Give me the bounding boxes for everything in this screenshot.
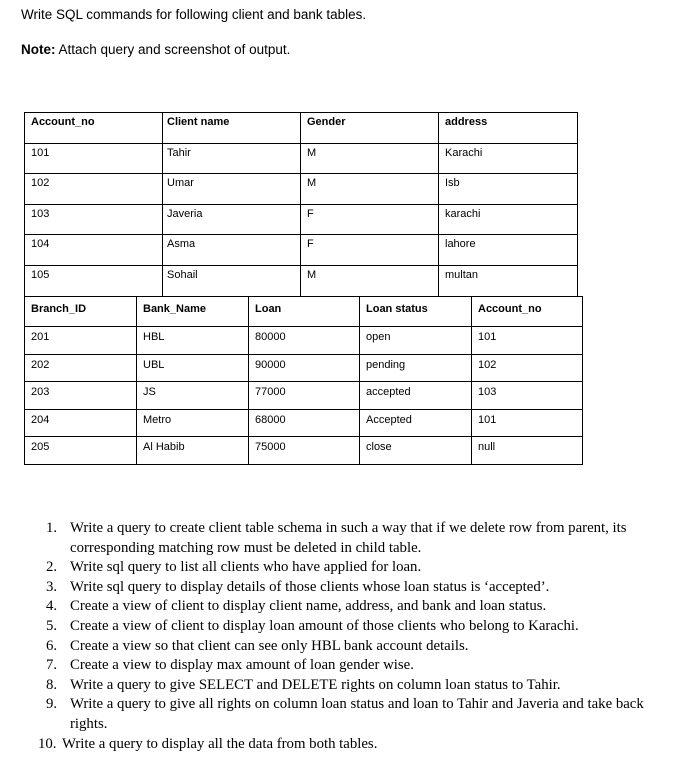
table-cell: Umar [163, 174, 301, 205]
item-number: 4. [46, 598, 58, 615]
client-header-cell: address [439, 113, 578, 144]
item-text: Create a view so that client can see only HBL bank account details. [70, 637, 469, 654]
table-row [25, 409, 583, 437]
table-row [25, 437, 583, 465]
table-cell: M [301, 174, 439, 205]
bank-header-cell: Bank_Name [137, 297, 249, 327]
table-cell: 102 [25, 174, 163, 205]
client-header-cell: Client name [163, 113, 301, 144]
bank-header-cell: Loan [249, 297, 360, 327]
table-cell: Accepted [360, 409, 472, 437]
table-cell: Metro [137, 409, 249, 437]
table-cell: close [360, 437, 472, 465]
table-row [25, 235, 578, 266]
table-row [25, 143, 578, 174]
table-cell: pending [360, 354, 472, 382]
table-row [25, 382, 583, 410]
table-cell: 103 [25, 204, 163, 235]
item-number: 8. [46, 676, 58, 693]
item-text: Write sql query to display details of those clients whose loan status is ‘accepted’. [70, 578, 550, 595]
list-item [46, 695, 646, 734]
bank-table [24, 296, 583, 465]
list-item [46, 578, 646, 598]
list-item [46, 597, 646, 617]
table-cell: 105 [25, 265, 163, 296]
note-body: Attach query and screenshot of output. [55, 42, 291, 57]
table-cell: 202 [25, 354, 137, 382]
table-cell: 68000 [249, 409, 360, 437]
item-number: 7. [46, 657, 58, 674]
client-header-cell: Gender [301, 113, 439, 144]
table-cell: karachi [439, 204, 578, 235]
note-text [21, 42, 290, 57]
table-cell: 80000 [249, 327, 360, 355]
intro-text: Write SQL commands for following client and bank tables. [21, 7, 367, 22]
item-number: 10. [38, 735, 57, 752]
list-item [38, 735, 646, 755]
note-label: Note: [21, 42, 56, 57]
table-row [25, 174, 578, 205]
client-table-header [25, 113, 578, 144]
table-cell: 75000 [249, 437, 360, 465]
table-cell: Javeria [163, 204, 301, 235]
table-cell: Sohail [163, 265, 301, 296]
item-text: Write a query to give all rights on column loan status and loan to Tahir and Javeria and take back rights. [70, 696, 644, 732]
table-cell: 205 [25, 437, 137, 465]
table-cell: M [301, 143, 439, 174]
list-item [46, 676, 646, 696]
table-cell: Asma [163, 235, 301, 266]
list-item [46, 519, 646, 558]
client-header-cell: Account_no [25, 113, 163, 144]
table-cell: 101 [25, 143, 163, 174]
bank-header-cell: Branch_ID [25, 297, 137, 327]
table-cell: JS [137, 382, 249, 410]
table-cell: accepted [360, 382, 472, 410]
item-number: 9. [46, 696, 58, 713]
table-cell: 103 [472, 382, 583, 410]
item-text: Create a view of client to display loan amount of those clients who belong to Karachi. [70, 617, 579, 634]
bank-header-cell: Loan status [360, 297, 472, 327]
table-cell: 77000 [249, 382, 360, 410]
list-item [46, 617, 646, 637]
table-cell: F [301, 204, 439, 235]
table-row [25, 354, 583, 382]
list-item [46, 558, 646, 578]
table-cell: Karachi [439, 143, 578, 174]
table-cell: 90000 [249, 354, 360, 382]
item-text: Create a view of client to display client name, address, and bank and loan status. [70, 598, 547, 615]
item-number: 3. [46, 578, 58, 595]
table-row [25, 265, 578, 296]
table-cell: 102 [472, 354, 583, 382]
bank-header-cell: Account_no [472, 297, 583, 327]
item-number: 2. [46, 559, 58, 576]
table-cell: Tahir [163, 143, 301, 174]
table-cell: multan [439, 265, 578, 296]
item-text: Write a query to display all the data from both tables. [62, 735, 378, 752]
table-cell: 203 [25, 382, 137, 410]
table-cell: 101 [472, 409, 583, 437]
item-text: Create a view to display max amount of loan gender wise. [70, 657, 414, 674]
table-cell: 101 [472, 327, 583, 355]
table-row [25, 327, 583, 355]
table-cell: null [472, 437, 583, 465]
table-cell: UBL [137, 354, 249, 382]
bank-table-header [25, 297, 583, 327]
table-cell: F [301, 235, 439, 266]
item-number: 6. [46, 637, 58, 654]
item-text: Write a query to give SELECT and DELETE rights on column loan status to Tahir. [70, 676, 561, 693]
item-text: Write sql query to list all clients who have applied for loan. [70, 559, 422, 576]
table-cell: HBL [137, 327, 249, 355]
table-cell: 204 [25, 409, 137, 437]
table-cell: lahore [439, 235, 578, 266]
item-text: Write a query to create client table schema in such a way that if we delete row from parent, its corresponding matching row must be deleted in child table. [70, 520, 627, 556]
table-cell: M [301, 265, 439, 296]
question-list [38, 519, 646, 754]
table-row [25, 204, 578, 235]
list-item [46, 637, 646, 657]
client-table [24, 112, 578, 297]
item-number: 1. [46, 520, 58, 536]
table-cell: open [360, 327, 472, 355]
list-item [46, 656, 646, 676]
table-cell: Isb [439, 174, 578, 205]
table-cell: Al Habib [137, 437, 249, 465]
table-cell: 104 [25, 235, 163, 266]
table-cell: 201 [25, 327, 137, 355]
item-number: 5. [46, 617, 58, 634]
